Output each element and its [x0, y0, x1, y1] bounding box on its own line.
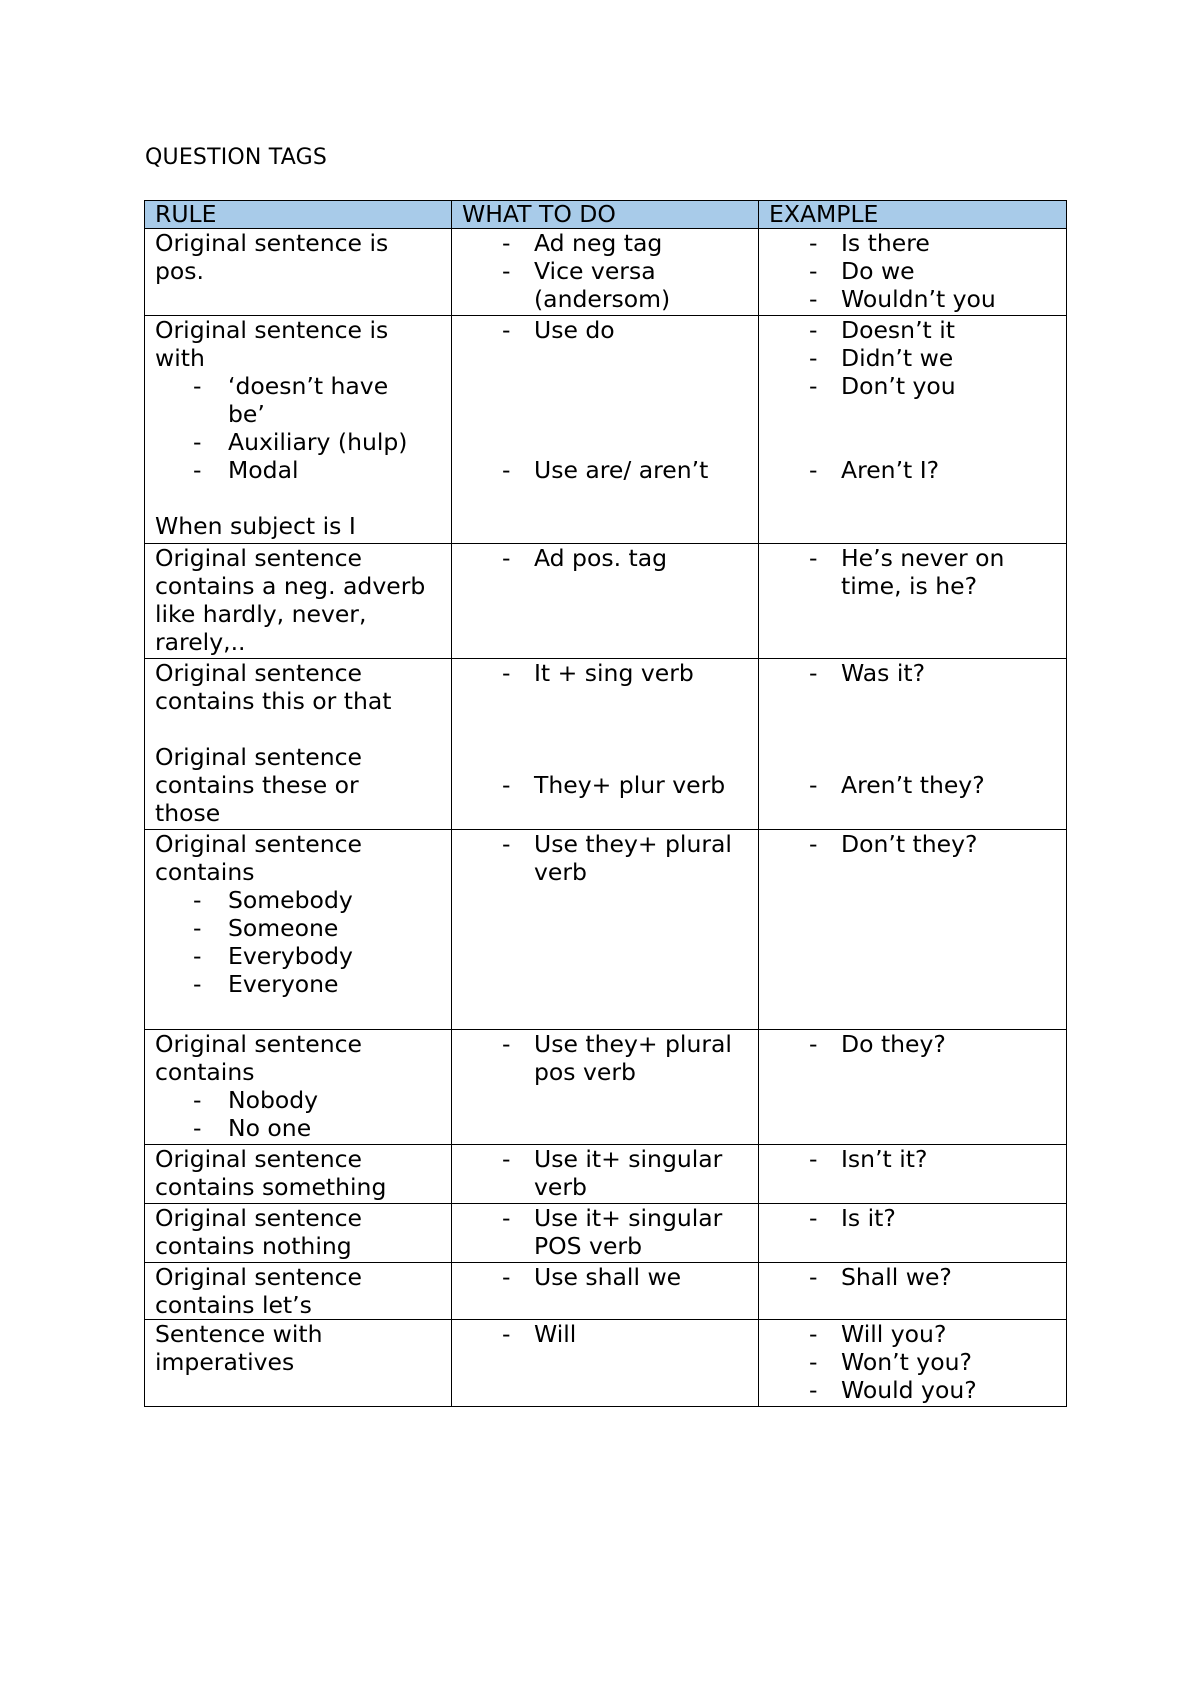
what-item: - Use it+ singular — [462, 1204, 750, 1232]
example-item: - Is there — [769, 229, 1058, 257]
table-row — [145, 1263, 1067, 1320]
rule-line: Original sentence — [155, 1263, 362, 1291]
what-cell — [452, 830, 759, 1030]
example-item: - Wouldn’t you — [769, 285, 1058, 313]
what-item: - Use are/ aren’t — [462, 456, 750, 484]
header-what-to-do: WHAT TO DO — [452, 201, 759, 229]
rule-line: like hardly, never, — [155, 600, 367, 628]
rule-line: Original sentence — [155, 1145, 362, 1173]
example-cell — [759, 659, 1067, 830]
rule-line: Original sentence — [155, 830, 362, 858]
rule-bullet: - Auxiliary (hulp) — [155, 428, 443, 456]
example-item: - Aren’t I? — [769, 456, 1058, 484]
table-row — [145, 229, 1067, 316]
example-item: - Isn’t it? — [769, 1145, 1058, 1173]
what-cell — [452, 1263, 759, 1320]
example-cell — [759, 1204, 1067, 1263]
example-item: - Don’t they? — [769, 830, 1058, 858]
example-item: - He’s never on — [769, 544, 1058, 572]
rule-line: Original sentence is — [155, 229, 389, 257]
example-cell — [759, 316, 1067, 544]
example-cell — [759, 1145, 1067, 1204]
what-cell — [452, 229, 759, 316]
example-item: - Was it? — [769, 659, 1058, 687]
rule-line: contains — [155, 1058, 255, 1086]
example-cell — [759, 1030, 1067, 1145]
rule-cell — [145, 830, 452, 1030]
rule-line: rarely,.. — [155, 628, 246, 656]
rule-cell — [145, 1145, 452, 1204]
example-item: - Didn’t we — [769, 344, 1058, 372]
what-cell — [452, 316, 759, 544]
what-item-continued: (andersom) — [534, 285, 671, 313]
rule-line: contains a neg. adverb — [155, 572, 426, 600]
header-rule: RULE — [145, 201, 452, 229]
rule-cell — [145, 1030, 452, 1145]
rule-line: those — [155, 799, 221, 827]
example-item: - Aren’t they? — [769, 771, 1058, 799]
what-item: - Use they+ plural — [462, 1030, 750, 1058]
rule-line: contains these or — [155, 771, 359, 799]
what-item-continued: verb — [534, 1173, 587, 1201]
rule-bullet: - Nobody — [155, 1086, 443, 1114]
example-item: - Doesn’t it — [769, 316, 1058, 344]
what-cell — [452, 1030, 759, 1145]
what-item: - Ad pos. tag — [462, 544, 750, 572]
rule-bullet-continued: be’ — [228, 400, 265, 428]
rule-line: Original sentence — [155, 659, 362, 687]
rule-line: contains nothing — [155, 1232, 352, 1260]
what-item: - Use they+ plural — [462, 830, 750, 858]
rule-bullet: - ‘doesn’t have — [155, 372, 443, 400]
example-item: - Would you? — [769, 1376, 1058, 1404]
example-item: - Do we — [769, 257, 1058, 285]
example-item: - Is it? — [769, 1204, 1058, 1232]
example-item: - Don’t you — [769, 372, 1058, 400]
table-row — [145, 1320, 1067, 1407]
table-row — [145, 830, 1067, 1030]
example-cell — [759, 1263, 1067, 1320]
what-item: - They+ plur verb — [462, 771, 750, 799]
rule-line: Original sentence — [155, 743, 362, 771]
example-cell — [759, 830, 1067, 1030]
rule-line: Original sentence — [155, 544, 362, 572]
rule-bullet: - Someone — [155, 914, 443, 942]
rule-bullet: - Modal — [155, 456, 443, 484]
example-item: - Won’t you? — [769, 1348, 1058, 1376]
what-item-continued: POS verb — [534, 1232, 642, 1260]
rule-line: pos. — [155, 257, 205, 285]
example-cell — [759, 544, 1067, 659]
rule-bullet: - No one — [155, 1114, 443, 1142]
example-cell — [759, 229, 1067, 316]
rule-line: contains this or that — [155, 687, 392, 715]
table-row — [145, 1204, 1067, 1263]
rule-bullet: - Everybody — [155, 942, 443, 970]
rule-line: Sentence with — [155, 1320, 323, 1348]
what-cell — [452, 1145, 759, 1204]
table-row — [145, 659, 1067, 830]
rule-line: contains something — [155, 1173, 387, 1201]
what-item: - Use do — [462, 316, 750, 344]
table-row — [145, 1145, 1067, 1204]
rule-cell — [145, 659, 452, 830]
what-item: - Will — [462, 1320, 750, 1348]
what-item-continued: verb — [534, 858, 587, 886]
what-item-continued: pos verb — [534, 1058, 636, 1086]
example-item: - Do they? — [769, 1030, 1058, 1058]
rule-line: When subject is I — [155, 512, 356, 540]
rule-cell — [145, 229, 452, 316]
example-item: - Will you? — [769, 1320, 1058, 1348]
table-row — [145, 544, 1067, 659]
example-item-continued: time, is he? — [841, 572, 978, 600]
example-item: - Shall we? — [769, 1263, 1058, 1291]
page-title: QUESTION TAGS — [145, 145, 327, 170]
rule-line: Original sentence — [155, 1204, 362, 1232]
rule-line: contains — [155, 858, 255, 886]
rule-cell — [145, 1320, 452, 1407]
table-row — [145, 316, 1067, 544]
rule-line: Original sentence is — [155, 316, 389, 344]
rule-line: imperatives — [155, 1348, 295, 1376]
what-cell — [452, 544, 759, 659]
what-cell — [452, 1320, 759, 1407]
question-tags-table — [144, 200, 1067, 1407]
header-example: EXAMPLE — [759, 201, 1067, 229]
rule-cell — [145, 544, 452, 659]
what-cell — [452, 1204, 759, 1263]
what-item: - Use it+ singular — [462, 1145, 750, 1173]
what-item: - Use shall we — [462, 1263, 750, 1291]
rule-line: contains let’s — [155, 1291, 312, 1319]
what-item: - Vice versa — [462, 257, 750, 285]
rule-cell — [145, 1204, 452, 1263]
what-item: - It + sing verb — [462, 659, 750, 687]
rule-cell — [145, 1263, 452, 1320]
rule-line: with — [155, 344, 205, 372]
table-row — [145, 1030, 1067, 1145]
rule-cell — [145, 316, 452, 544]
what-cell — [452, 659, 759, 830]
rule-bullet: - Somebody — [155, 886, 443, 914]
what-item: - Ad neg tag — [462, 229, 750, 257]
rule-line: Original sentence — [155, 1030, 362, 1058]
example-cell — [759, 1320, 1067, 1407]
rule-bullet: - Everyone — [155, 970, 443, 998]
header-row — [145, 201, 1067, 229]
